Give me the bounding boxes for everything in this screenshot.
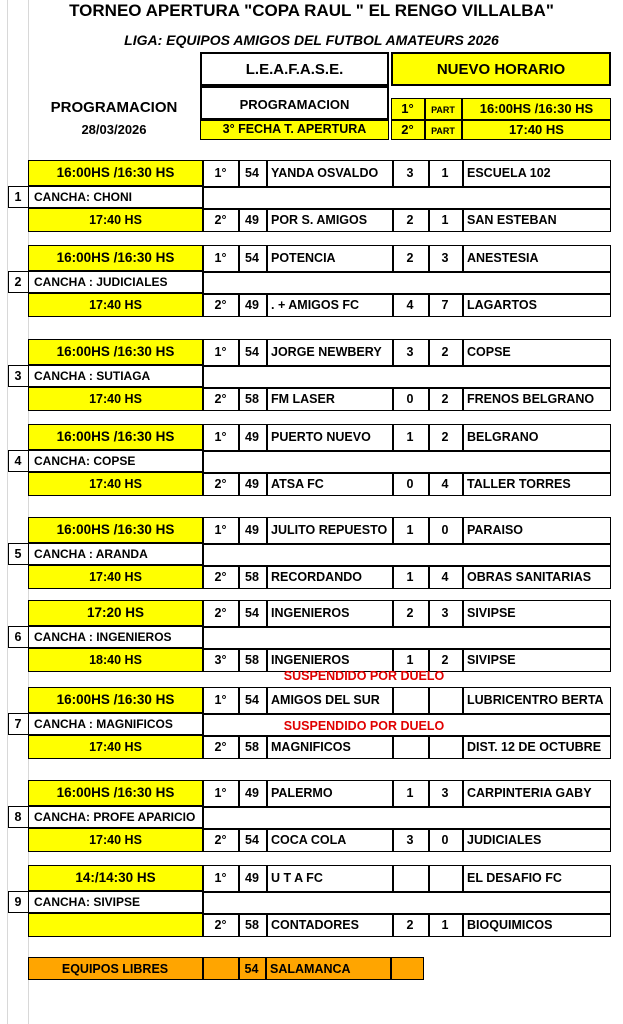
match-home: POR S. AMIGOS — [271, 213, 368, 227]
match-home: MAGNIFICOS — [271, 740, 351, 754]
match-code: 54 — [245, 345, 259, 359]
match-away: BIOQUIMICOS — [467, 918, 553, 932]
match-away: LUBRICENTRO BERTA — [467, 693, 604, 707]
divider — [203, 806, 611, 808]
block-index: 2 — [14, 275, 22, 289]
match-cat: 1° — [214, 871, 227, 885]
divider — [462, 517, 464, 543]
divider — [462, 245, 464, 271]
divider — [392, 865, 394, 891]
divider — [462, 387, 464, 411]
divider — [462, 293, 464, 317]
match-time: 17:40 HS — [89, 833, 142, 847]
match-code: 49 — [245, 213, 259, 227]
match-code: 58 — [245, 570, 259, 584]
match-away: DIST. 12 DE OCTUBRE — [467, 740, 602, 754]
match-away: PARAISO — [467, 523, 524, 537]
match-away: SIVIPSE — [467, 653, 516, 667]
league-subtitle: LIGA: EQUIPOS AMIGOS DEL FUTBOL AMATEURS 2026 — [124, 32, 499, 48]
grid-line — [7, 0, 8, 1024]
divider — [462, 913, 464, 937]
match-cat: 1° — [214, 166, 227, 180]
match-home: JORGE NEWBERY — [271, 345, 382, 359]
match-as: 4 — [441, 570, 449, 584]
match-time: 17:40 HS — [89, 392, 142, 406]
match-cat: 2° — [214, 570, 227, 584]
divider — [203, 387, 611, 389]
match-hs: 1 — [406, 430, 414, 444]
match-cat: 2° — [214, 298, 227, 312]
match-code: 49 — [245, 298, 259, 312]
match-home: FM LASER — [271, 392, 335, 406]
divider — [203, 648, 611, 650]
match-code: 58 — [245, 918, 259, 932]
divider — [203, 208, 611, 210]
divider — [203, 472, 611, 474]
match-home: AMIGOS DEL SUR — [271, 693, 380, 707]
divider — [266, 600, 268, 626]
match-cat: 2° — [214, 392, 227, 406]
divider — [428, 687, 430, 713]
divider — [203, 271, 611, 273]
divider — [203, 735, 611, 737]
match-time: 17:40 HS — [89, 477, 142, 491]
sched-time: 17:40 HS — [509, 122, 564, 137]
programacion-box: PROGRAMACION — [200, 86, 389, 120]
match-hs: 3 — [406, 833, 414, 847]
match-time: 18:40 HS — [89, 653, 142, 667]
match-as: 2 — [441, 430, 449, 444]
divider — [266, 208, 268, 232]
match-cat: 1° — [214, 693, 227, 707]
cancha-label: CANCHA : MAGNIFICOS — [34, 717, 173, 731]
match-hs: 2 — [406, 251, 414, 265]
match-cat: 2° — [214, 740, 227, 754]
match-time: 17:20 HS — [86, 605, 145, 620]
match-cat: 1° — [214, 430, 227, 444]
match-time: 16:00HS /16:30 HS — [56, 250, 175, 265]
match-hs: 1 — [406, 523, 414, 537]
match-time: 14:/14:30 HS — [75, 870, 156, 885]
match-away: CARPINTERIA GABY — [467, 786, 592, 800]
match-code: 58 — [245, 740, 259, 754]
match-hs: 3 — [406, 345, 414, 359]
block-index: 4 — [14, 454, 22, 468]
libres-label: EQUIPOS LIBRES — [61, 962, 169, 976]
match-home: PUERTO NUEVO — [271, 430, 371, 444]
divider — [203, 913, 611, 915]
match-cat: 1° — [214, 786, 227, 800]
match-hs: 0 — [406, 392, 414, 406]
block-index: 5 — [14, 547, 22, 561]
match-hs: 1 — [406, 653, 414, 667]
match-time: 17:40 HS — [89, 298, 142, 312]
divider — [203, 186, 611, 188]
divider — [428, 865, 430, 891]
sched-time: 16:00HS /16:30 HS — [479, 101, 594, 116]
divider — [462, 208, 464, 232]
match-cat: 2° — [214, 477, 227, 491]
match-time: 17:40 HS — [89, 570, 142, 584]
divider — [266, 424, 268, 450]
divider — [266, 865, 268, 891]
divider — [266, 293, 268, 317]
divider — [266, 828, 268, 852]
divider — [392, 735, 394, 759]
match-as: 4 — [441, 477, 449, 491]
block-index: 8 — [14, 810, 22, 824]
divider — [266, 245, 268, 271]
match-as: 7 — [441, 298, 449, 312]
match-code: 54 — [245, 833, 259, 847]
divider — [203, 565, 611, 567]
match-away: OBRAS SANITARIAS — [467, 570, 592, 584]
match-away: JUDICIALES — [467, 833, 542, 847]
match-as: 1 — [441, 918, 449, 932]
match-hs: 1 — [406, 570, 414, 584]
cancha-label: CANCHA: PROFE APARICIO — [34, 810, 196, 824]
nuevo-horario-box: NUEVO HORARIO — [391, 52, 611, 86]
divider — [462, 472, 464, 496]
match-code: 49 — [245, 430, 259, 444]
match-code: 58 — [245, 653, 259, 667]
match-hs: 4 — [406, 298, 414, 312]
match-cat: 3° — [214, 653, 227, 667]
match-away: COPSE — [467, 345, 511, 359]
divider — [462, 780, 464, 806]
match-home: CONTADORES — [271, 918, 359, 932]
divider — [266, 517, 268, 543]
match-code: 54 — [245, 693, 259, 707]
block-index: 9 — [14, 895, 22, 909]
block-index: 6 — [14, 630, 22, 644]
divider — [462, 160, 464, 186]
match-time: 16:00HS /16:30 HS — [56, 522, 175, 537]
libres-code: 54 — [244, 962, 259, 976]
divider — [462, 687, 464, 713]
match-away: ANESTESIA — [467, 251, 539, 265]
divider — [266, 387, 268, 411]
league-box: L.E.A.F.A.S.E. — [200, 52, 389, 86]
sched-num: 2° — [401, 122, 414, 137]
match-code: 49 — [245, 523, 259, 537]
match-cat: 2° — [214, 833, 227, 847]
match-home: JULITO REPUESTO — [271, 523, 388, 537]
suspended-note: SUSPENDIDO POR DUELO — [283, 719, 445, 733]
match-as: 2 — [441, 653, 449, 667]
match-as: 1 — [441, 166, 449, 180]
divider — [462, 565, 464, 589]
cancha-label: CANCHA : JUDICIALES — [34, 275, 168, 289]
match-away: BELGRANO — [467, 430, 539, 444]
match-code: 49 — [245, 786, 259, 800]
divider — [390, 957, 392, 980]
match-home: RECORDANDO — [271, 570, 362, 584]
match-hs: 2 — [406, 918, 414, 932]
divider — [462, 735, 464, 759]
match-hs: 2 — [406, 213, 414, 227]
divider — [462, 339, 464, 365]
match-cat: 1° — [214, 251, 227, 265]
match-hs: 1 — [406, 786, 414, 800]
divider — [266, 780, 268, 806]
divider — [266, 339, 268, 365]
match-away: FRENOS BELGRANO — [467, 392, 595, 406]
match-time: 17:40 HS — [89, 213, 142, 227]
cancha-label: CANCHA: SIVIPSE — [34, 895, 141, 909]
match-time: 16:00HS /16:30 HS — [56, 692, 175, 707]
match-home: INGENIEROS — [271, 606, 350, 620]
match-away: EL DESAFIO FC — [467, 871, 562, 885]
divider — [203, 891, 611, 893]
cancha-label: CANCHA : ARANDA — [34, 547, 148, 561]
match-time: 16:00HS /16:30 HS — [56, 165, 175, 180]
divider — [203, 365, 611, 367]
match-as: 3 — [441, 606, 449, 620]
match-away: SIVIPSE — [467, 606, 516, 620]
match-code: 49 — [245, 871, 259, 885]
divider — [462, 828, 464, 852]
cancha-label: CANCHA : INGENIEROS — [34, 630, 172, 644]
match-code: 54 — [245, 606, 259, 620]
libres-team: SALAMANCA — [270, 962, 351, 976]
divider — [462, 648, 464, 672]
match-code: 54 — [245, 166, 259, 180]
divider — [392, 687, 394, 713]
match-hs: 0 — [406, 477, 414, 491]
divider — [462, 424, 464, 450]
cancha-label: CANCHA : SUTIAGA — [34, 369, 151, 383]
divider — [462, 600, 464, 626]
divider — [266, 160, 268, 186]
programacion-label: PROGRAMACION — [50, 99, 178, 116]
match-time: 16:00HS /16:30 HS — [56, 344, 175, 359]
match-cat: 2° — [214, 213, 227, 227]
divider — [203, 713, 611, 715]
match-away: ESCUELA 102 — [467, 166, 551, 180]
divider — [203, 450, 611, 452]
time-box — [28, 913, 203, 937]
match-as: 3 — [441, 251, 449, 265]
match-as: 0 — [441, 833, 449, 847]
divider — [203, 626, 611, 628]
match-away: TALLER TORRES — [467, 477, 571, 491]
sched-num: 1° — [401, 101, 414, 116]
match-as: 3 — [441, 786, 449, 800]
match-as: 2 — [441, 345, 449, 359]
divider — [428, 735, 430, 759]
divider — [202, 957, 204, 980]
match-home: U T A FC — [271, 871, 323, 885]
match-cat: 1° — [214, 345, 227, 359]
match-away: LAGARTOS — [467, 298, 537, 312]
match-home: YANDA OSVALDO — [271, 166, 379, 180]
block-index: 7 — [14, 717, 22, 731]
match-code: 54 — [245, 251, 259, 265]
tournament-title: TORNEO APERTURA "COPA RAUL " EL RENGO VILLALBA" — [69, 1, 554, 20]
sched-part: PART — [431, 126, 455, 136]
match-time: 17:40 HS — [89, 740, 142, 754]
suspended-note: SUSPENDIDO POR DUELO — [283, 669, 445, 683]
match-home: POTENCIA — [271, 251, 336, 265]
match-as: 1 — [441, 213, 449, 227]
divider — [462, 865, 464, 891]
match-away: SAN ESTEBAN — [467, 213, 557, 227]
match-cat: 2° — [214, 606, 227, 620]
match-cat: 2° — [214, 918, 227, 932]
match-as: 0 — [441, 523, 449, 537]
date-label: 28/03/2026 — [81, 122, 147, 137]
divider — [266, 913, 268, 937]
divider — [203, 293, 611, 295]
match-cat: 1° — [214, 523, 227, 537]
match-home: COCA COLA — [271, 833, 347, 847]
match-as: 2 — [441, 392, 449, 406]
divider — [265, 957, 267, 980]
match-hs: 3 — [406, 166, 414, 180]
divider — [266, 472, 268, 496]
block-index: 3 — [14, 369, 22, 383]
match-home: PALERMO — [271, 786, 333, 800]
fecha-label: 3° FECHA T. APERTURA — [200, 120, 389, 140]
cancha-label: CANCHA: COPSE — [34, 454, 136, 468]
divider — [266, 565, 268, 589]
match-home: ATSA FC — [271, 477, 324, 491]
match-code: 58 — [245, 392, 259, 406]
match-home: . + AMIGOS FC — [271, 298, 360, 312]
block-index: 1 — [14, 190, 22, 204]
match-home: INGENIEROS — [271, 653, 350, 667]
divider — [203, 828, 611, 830]
sched-part: PART — [431, 105, 455, 115]
match-time: 16:00HS /16:30 HS — [56, 429, 175, 444]
match-hs: 2 — [406, 606, 414, 620]
divider — [266, 735, 268, 759]
match-time: 16:00HS /16:30 HS — [56, 785, 175, 800]
cancha-label: CANCHA: CHONI — [34, 190, 132, 204]
divider — [203, 543, 611, 545]
divider — [266, 687, 268, 713]
match-code: 49 — [245, 477, 259, 491]
